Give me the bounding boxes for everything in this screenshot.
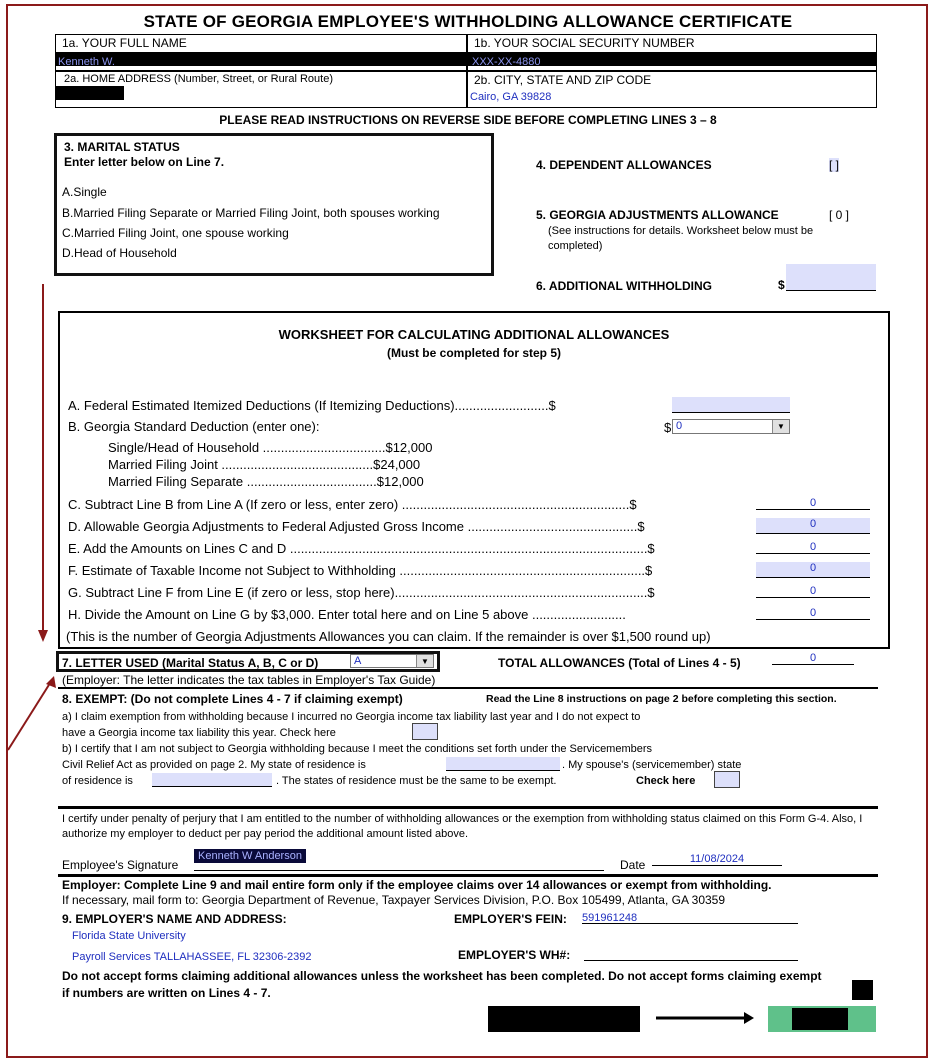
total-allowances-value[interactable]: 0	[772, 652, 854, 665]
worksheet-line-c: C. Subtract Line B from Line A (If zero or less, enter zero) ...............................................................$	[68, 497, 637, 512]
redacted-block	[852, 980, 873, 1000]
marital-option-a: A.Single	[62, 185, 107, 199]
chevron-down-icon[interactable]: ▼	[416, 655, 433, 667]
exempt-b-checkbox[interactable]	[714, 771, 740, 788]
total-allowances-label: TOTAL ALLOWANCES (Total of Lines 4 - 5)	[498, 656, 741, 670]
worksheet-line-e: E. Add the Amounts on Lines C and D ...................................................................................................$	[68, 541, 655, 556]
spouse-state-field[interactable]	[152, 773, 272, 787]
date-label: Date	[620, 858, 646, 872]
wh-label: EMPLOYER'S WH#:	[458, 948, 571, 962]
worksheet-line-a-field[interactable]	[672, 397, 790, 413]
letter-used-value: A	[354, 655, 362, 667]
redacted-button[interactable]	[488, 1006, 640, 1032]
city-state-zip-label: 2b. CITY, STATE AND ZIP CODE	[474, 73, 652, 87]
exempt-b-line1: b) I certify that I am not subject to Georgia withholding because I meet the conditions set forth under the Servicemembers	[62, 743, 653, 755]
std-married-separate: Married Filing Separate ....................................$12,000	[108, 474, 424, 489]
worksheet-line-f-value[interactable]: 0	[756, 562, 870, 578]
ga-adjustments-note: (See instructions for details. Worksheet below must be completed)	[548, 225, 814, 252]
additional-withholding-field[interactable]	[786, 264, 876, 291]
ga-adjustments-label: 5. GEORGIA ADJUSTMENTS ALLOWANCE	[536, 208, 779, 222]
section-divider	[58, 874, 878, 877]
letter-used-label-text: 7. LETTER USED (Marital Status A, B, C or D)	[62, 656, 319, 670]
full-name-value: Kenneth W.	[58, 56, 115, 68]
fein-value: 591961248	[582, 912, 638, 924]
letter-used-label	[62, 656, 318, 670]
standard-deduction-value: 0	[676, 420, 683, 432]
header-row-divider	[55, 70, 877, 72]
additional-withholding-dollar: $	[778, 278, 785, 292]
employer-instructions-2: If necessary, mail form to: Georgia Department of Revenue, Taxpayer Services Division, P.O. Box 105499, Atlanta, GA 30359	[62, 893, 726, 907]
chevron-down-icon[interactable]: ▼	[772, 420, 789, 433]
employer-instructions-1: Employer: Complete Line 9 and mail entire form only if the employee claims over 14 allowances or exempt from withholding.	[62, 878, 772, 892]
full-name-label: 1a. YOUR FULL NAME	[62, 36, 187, 50]
worksheet-title: WORKSHEET FOR CALCULATING ADDITIONAL ALLOWANCES	[278, 327, 670, 342]
worksheet-line-g: G. Subtract Line F from Line E (if zero or less, stop here)......................................................................$	[68, 585, 655, 600]
exempt-b-line3b: . The states of residence must be the same to be exempt.	[276, 775, 557, 787]
dependent-allowances-value: [ ]	[829, 158, 840, 172]
dependent-allowances-field[interactable]	[829, 158, 839, 172]
additional-withholding-label: 6. ADDITIONAL WITHHOLDING	[536, 279, 712, 293]
fein-label: EMPLOYER'S FEIN:	[454, 912, 567, 926]
letter-used-note: (Employer: The letter indicates the tax tables in Employer's Tax Guide)	[62, 673, 436, 687]
date-value[interactable]: 11/08/2024	[652, 853, 782, 866]
worksheet-line-a: A. Federal Estimated Itemized Deductions (If Itemizing Deductions)..........................$	[68, 398, 556, 413]
signature-value: Kenneth W Anderson	[194, 849, 306, 863]
std-married-joint: Married Filing Joint ..........................................$24,000	[108, 457, 421, 472]
worksheet-footer: (This is the number of Georgia Adjustments Allowances you can claim. If the remainder is over $1,500 round up)	[66, 629, 711, 644]
city-state-zip-value[interactable]: Cairo, GA 39828	[470, 91, 552, 103]
exempt-heading: 8. EXEMPT: (Do not complete Lines 4 - 7 if claiming exempt)	[62, 692, 403, 706]
full-name-field[interactable]	[56, 52, 466, 66]
wh-field[interactable]	[584, 946, 798, 961]
ssn-label: 1b. YOUR SOCIAL SECURITY NUMBER	[474, 36, 695, 50]
ga-adjustments-field[interactable]	[829, 208, 849, 222]
right-arrow-icon	[652, 1010, 756, 1026]
marital-option-b: B.Married Filing Separate or Married Filing Joint, both spouses working	[62, 206, 440, 220]
worksheet-line-g-value[interactable]: 0	[756, 585, 870, 598]
worksheet-line-d-value[interactable]: 0	[756, 518, 870, 534]
exempt-b-line2a: Civil Relief Act as provided on page 2. My state of residence is	[62, 759, 366, 771]
ssn-value: XXX-XX-4880	[472, 56, 541, 68]
home-address-label: 2a. HOME ADDRESS (Number, Street, or Rural Route)	[64, 73, 333, 85]
redacted-button-label	[792, 1008, 848, 1030]
worksheet-line-h-value[interactable]: 0	[756, 607, 870, 620]
exempt-a-line2: have a Georgia income tax liability this year. Check here	[62, 727, 336, 739]
certify-text: I certify under penalty of perjury that I am entitled to the number of withholding allowances or the exemption from withholding status claimed on this Form G-4. Also, I authorize my employer to deduct per pay period the additional amount listed above.	[62, 813, 863, 840]
exempt-b-check-label: Check here	[636, 775, 696, 787]
marital-option-d: D.Head of Household	[62, 246, 177, 260]
worksheet-line-d: D. Allowable Georgia Adjustments to Federal Adjusted Gross Income ...............................................$	[68, 519, 645, 534]
marital-status-heading: 3. MARITAL STATUS	[64, 140, 180, 154]
worksheet-line-c-value[interactable]: 0	[756, 497, 870, 510]
section-divider	[58, 687, 878, 689]
exempt-a-line1: a) I claim exemption from withholding because I incurred no Georgia income tax liability last year and I do not expect to	[62, 711, 641, 723]
marital-status-sub: Enter letter below on Line 7.	[64, 155, 225, 169]
exempt-heading-note: Read the Line 8 instructions on page 2 before completing this section.	[486, 693, 837, 705]
worksheet-line-e-value[interactable]: 0	[756, 541, 870, 554]
employer-name-label: 9. EMPLOYER'S NAME AND ADDRESS:	[62, 912, 287, 926]
instructions-notice: PLEASE READ INSTRUCTIONS ON REVERSE SIDE BEFORE COMPLETING LINES 3 – 8	[219, 113, 717, 127]
ssn-field[interactable]	[468, 52, 876, 66]
worksheet-subtitle: (Must be completed for step 5)	[386, 346, 562, 360]
worksheet-line-f: F. Estimate of Taxable Income not Subject to Withholding ....................................................................$	[68, 563, 653, 578]
exempt-b-line2b: . My spouse's (servicemember) state	[562, 759, 742, 771]
home-address-field[interactable]	[56, 86, 124, 100]
ga-adjustments-value: [ 0 ]	[829, 208, 850, 222]
form-title: STATE OF GEORGIA EMPLOYEE'S WITHHOLDING ALLOWANCE CERTIFICATE	[143, 12, 793, 31]
letter-used-dropdown[interactable]	[350, 654, 434, 668]
state-of-residence-field[interactable]	[446, 757, 560, 771]
exempt-b-line3a: of residence is	[62, 775, 133, 787]
worksheet-line-h: H. Divide the Amount on Line G by $3,000. Enter total here and on Line 5 above ..........................	[68, 607, 626, 622]
employer-warning: Do not accept forms claiming additional allowances unless the worksheet has been completed. Do not accept forms claiming exempt if numbers are written on Lines 4 - 7.	[62, 969, 822, 1000]
fein-field[interactable]	[582, 908, 798, 924]
worksheet-line-b-dollar: $	[664, 420, 672, 435]
standard-deduction-dropdown[interactable]	[672, 419, 790, 434]
marital-option-c: C.Married Filing Joint, one spouse working	[62, 226, 289, 240]
std-single-hoh: Single/Head of Household ..................................$12,000	[108, 440, 433, 455]
employer-address-value[interactable]: Payroll Services TALLAHASSEE, FL 32306-2392	[72, 951, 312, 963]
worksheet-line-b: B. Georgia Standard Deduction (enter one):	[68, 419, 320, 434]
employer-name-value[interactable]: Florida State University	[72, 930, 186, 942]
dependent-allowances-label: 4. DEPENDENT ALLOWANCES	[536, 158, 712, 172]
signature-label: Employee's Signature	[62, 858, 179, 872]
red-arrow-graphic	[0, 280, 60, 760]
section-divider	[58, 806, 878, 809]
exempt-a-checkbox[interactable]	[412, 723, 438, 740]
signature-field[interactable]	[194, 846, 604, 871]
submit-button[interactable]	[768, 1006, 876, 1032]
